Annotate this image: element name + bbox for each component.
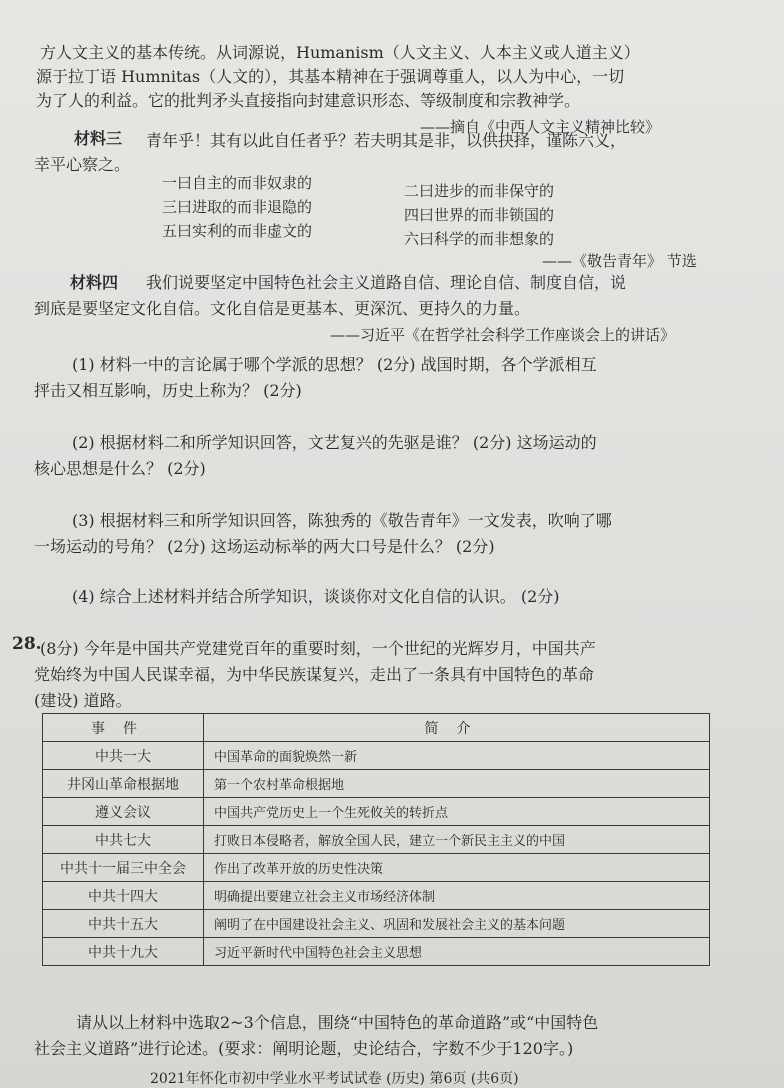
- description-cell: 作出了改革开放的历史性决策: [204, 854, 710, 882]
- material4-source: ——习近平《在哲学社会科学工作座谈会上的讲话》: [330, 326, 676, 344]
- material3-item-4: 四曰世界的而非锁国的: [404, 206, 555, 224]
- material2-line-1: 方人文主义的基本传统。从词源说，Humanism（人文主义、人本主义或人道主义）: [40, 43, 640, 62]
- material3-item-3: 三曰进取的而非退隐的: [162, 198, 313, 216]
- material3-item-2: 二曰进步的而非保守的: [404, 182, 555, 200]
- table-row: [43, 798, 710, 826]
- event-cell: 中共十九大: [43, 938, 204, 966]
- event-cell: 中共一大: [43, 742, 204, 770]
- question-1-line-2: 抨击又相互影响，历史上称为？ (2分): [34, 381, 302, 400]
- material4-line-1: 我们说要坚定中国特色社会主义道路自信、理论自信、制度自信，说: [146, 273, 627, 292]
- material3-label: 材料三: [74, 129, 123, 148]
- description-cell: 习近平新时代中国特色社会主义思想: [204, 938, 710, 966]
- table-row: [43, 938, 710, 966]
- material2-line-3: 为了人的利益。它的批判矛头直接指向封建意识形态、等级制度和宗教神学。: [36, 91, 581, 110]
- header-event: 事件: [43, 714, 204, 742]
- material3-item-1: 一曰自主的而非奴隶的: [162, 174, 313, 192]
- question-28-line-2: 党始终为中国人民谋幸福，为中华民族谋复兴，走出了一条具有中国特色的革命: [34, 665, 595, 684]
- description-cell: 中国革命的面貌焕然一新: [204, 742, 710, 770]
- material4-line-2: 到底是要坚定文化自信。文化自信是更基本、更深沉、更持久的力量。: [34, 299, 531, 318]
- question-2-line-2: 核心思想是什么？ (2分): [34, 459, 206, 478]
- material3-line-1: 青年乎！其有以此自任者乎？若夫明其是非，以供抉择，谨陈六义，: [146, 131, 627, 150]
- event-cell: 遵义会议: [43, 798, 204, 826]
- page-footer: 2021年怀化市初中学业水平考试试卷 (历史) 第6页 (共6页): [150, 1071, 519, 1087]
- question-28-line-1: (8分) 今年是中国共产党建党百年的重要时刻，一个世纪的光辉岁月，中国共产: [40, 639, 596, 658]
- description-cell: 打败日本侵略者，解放全国人民，建立一个新民主主义的中国: [204, 826, 710, 854]
- table-row: [43, 826, 710, 854]
- table-row: [43, 770, 710, 798]
- question-28-task-line-1: 请从以上材料中选取2~3个信息，围绕“中国特色的革命道路”或“中国特色: [76, 1013, 599, 1032]
- event-cell: 中共十五大: [43, 910, 204, 938]
- table-row: [43, 910, 710, 938]
- question-28-number: 28.: [12, 634, 42, 654]
- question-28-task-line-2: 社会主义道路”进行论述。(要求：阐明论题，史论结合，字数不少于120字。): [34, 1039, 574, 1058]
- material3-line-2: 幸平心察之。: [34, 155, 131, 174]
- material4-label: 材料四: [70, 273, 119, 292]
- material2-line-2: 源于拉丁语 Humnitas（人文的），其基本精神在于强调尊重人，以人为中心，一切: [36, 67, 625, 86]
- description-cell: 第一个农村革命根据地: [204, 770, 710, 798]
- description-cell: 中国共产党历史上一个生死攸关的转折点: [204, 798, 710, 826]
- question-1-line-1: (1) 材料一中的言论属于哪个学派的思想？ (2分) 战国时期，各个学派相互: [72, 355, 597, 374]
- event-cell: 中共十四大: [43, 882, 204, 910]
- material3-source: ——《敬告青年》 节选: [542, 252, 697, 270]
- material2-source: ——摘自《中西人文主义精神比较》: [420, 118, 661, 136]
- question-28-line-3: (建设) 道路。: [34, 691, 132, 710]
- event-cell: 中共七大: [43, 826, 204, 854]
- material3-item-5: 五曰实利的而非虚文的: [162, 222, 313, 240]
- events-table: [42, 713, 710, 966]
- description-cell: 阐明了在中国建设社会主义、巩固和发展社会主义的基本问题: [204, 910, 710, 938]
- table-row: [43, 882, 710, 910]
- question-3-line-2: 一场运动的号角？ (2分) 这场运动标举的两大口号是什么？ (2分): [34, 537, 495, 556]
- table-header-row: [43, 714, 710, 742]
- event-cell: 井冈山革命根据地: [43, 770, 204, 798]
- table-row: [43, 742, 710, 770]
- header-description: 简介: [204, 714, 710, 742]
- question-4: (4) 综合上述材料并结合所学知识，谈谈你对文化自信的认识。 (2分): [72, 587, 560, 606]
- question-2-line-1: (2) 根据材料二和所学知识回答，文艺复兴的先驱是谁？ (2分) 这场运动的: [72, 433, 597, 452]
- table-row: [43, 854, 710, 882]
- event-cell: 中共十一届三中全会: [43, 854, 204, 882]
- description-cell: 明确提出要建立社会主义市场经济体制: [204, 882, 710, 910]
- material3-item-6: 六曰科学的而非想象的: [404, 230, 555, 248]
- question-3-line-1: (3) 根据材料三和所学知识回答，陈独秀的《敬告青年》一文发表，吹响了哪: [72, 511, 612, 530]
